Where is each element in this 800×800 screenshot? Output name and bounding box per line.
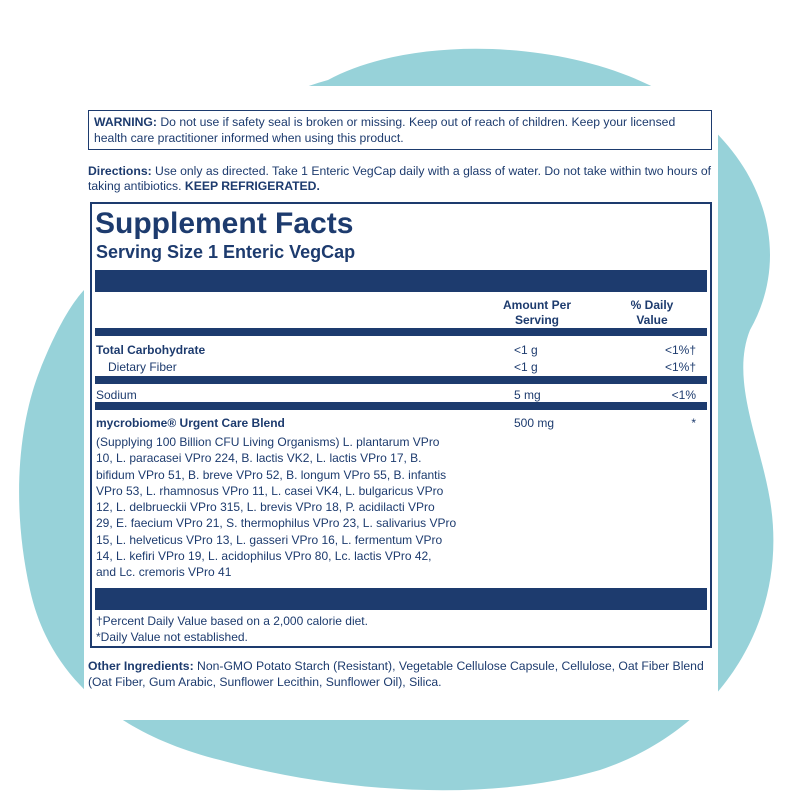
blend-line: 29, E. faecium VPro 21, S. thermophilus VPro 23, L. salivarius VPro (96, 516, 457, 531)
directions-label: Directions: (88, 164, 152, 178)
row-rule (95, 402, 707, 410)
nutrient-daily-value: * (691, 416, 696, 430)
nutrient-name: Total Carbohydrate (96, 343, 206, 357)
supplement-label (84, 86, 718, 720)
directions-emphasis: KEEP REFRIGERATED. (184, 178, 320, 193)
directions-text: Use only as directed. Take 1 Enteric VegCap daily with a glass of water. Do not take within two hours of taking antibiotics. (88, 164, 712, 193)
directions (88, 164, 718, 193)
nutrient-row-total-carbohydrate (96, 343, 706, 357)
blend-line: and Lc. cremoris VPro 41 (96, 565, 232, 580)
blend-description (96, 434, 496, 581)
facts-title: Supplement Facts (95, 207, 354, 240)
nutrient-row-blend (96, 416, 706, 430)
blend-line: (Supplying 100 Billion CFU Living Organisms) L. plantarum VPro (96, 435, 440, 449)
warning-box (88, 110, 712, 150)
footnote-not-established: *Daily Value not established. (96, 630, 248, 644)
nutrient-name: Sodium (96, 388, 137, 402)
column-header-amount (492, 298, 582, 328)
nutrient-amount: <1 g (514, 343, 538, 357)
other-ingredients-text: Non-GMO Potato Starch (Resistant), Vegetable Cellulose Capsule, Cellulose, Oat Fiber Blend (Oat Fiber, Gum Arabic, Sunflower Lecithin, Sunflower Oil), Silica. (88, 659, 704, 689)
nutrient-row-sodium (96, 388, 706, 402)
nutrient-daily-value: <1% (671, 388, 696, 402)
nutrient-row-dietary-fiber (96, 360, 706, 374)
blend-line: 14, L. kefiri VPro 19, L. acidophilus VPro 80, Lc. lactis VPro 42, (96, 549, 432, 564)
serving-size: Serving Size 1 Enteric VegCap (96, 242, 356, 262)
other-ingredients-label: Other Ingredients: (88, 659, 194, 673)
column-header-amount-line1: Amount Per (502, 298, 571, 312)
nutrient-amount: 5 mg (514, 388, 541, 402)
column-header-amount-line2: Serving (514, 313, 559, 327)
footer-rule (95, 588, 707, 610)
warning-text: Do not use if safety seal is broken or missing. Keep out of reach of children. Keep your licensed health care practitioner informed when using this product. (94, 115, 676, 145)
column-header-dv-line1: % Daily (630, 298, 674, 312)
supplement-facts-panel (90, 202, 712, 648)
blend-line: bifidum VPro 51, B. breve VPro 52, B. longum VPro 55, B. infantis (96, 467, 447, 482)
nutrient-daily-value: <1%† (664, 360, 696, 374)
nutrient-name: Dietary Fiber (108, 360, 177, 374)
nutrient-amount: 500 mg (514, 416, 555, 430)
other-ingredients (88, 658, 718, 690)
nutrient-daily-value: <1%† (664, 343, 696, 357)
blend-line: 10, L. paracasei VPro 224, B. lactis VK2, L. lactis VPro 17, B. (96, 451, 422, 466)
blend-line: 15, L. helveticus VPro 13, L. gasseri VPro 16, L. fermentum VPro (96, 532, 443, 547)
blend-line: VPro 53, L. rhamnosus VPro 11, L. casei VK4, L. bulgaricus VPro (96, 483, 444, 498)
column-header-dv-line2: Value (636, 313, 668, 327)
blend-line: 12, L. delbrueckii VPro 315, L. brevis VPro 18, P. acidilacti VPro (96, 500, 435, 515)
header-rule (95, 270, 707, 292)
warning-label: WARNING: (94, 115, 157, 129)
nutrient-name: mycrobiome® Urgent Care Blend (96, 416, 285, 430)
footnote-daily-value: †Percent Daily Value based on a 2,000 calorie diet. (96, 614, 368, 628)
column-header-daily-value (607, 298, 697, 328)
column-rule (95, 328, 707, 336)
row-rule (95, 376, 707, 384)
nutrient-amount: <1 g (514, 360, 538, 374)
